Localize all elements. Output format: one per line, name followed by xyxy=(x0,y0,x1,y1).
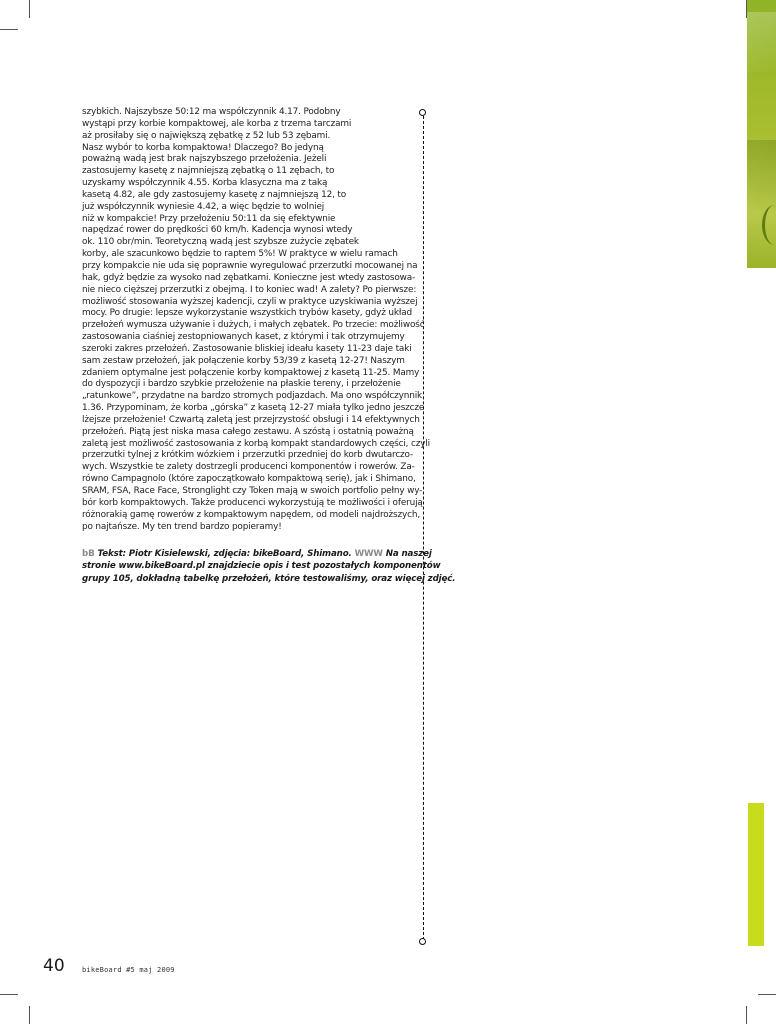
article-line: przy kompakcie nie uda się poprawnie wyregulować przerzutki mocowanej na xyxy=(82,260,418,271)
article-line: korby, ale szacunkowo będzie to raptem 5%! W praktyce w wielu ramach xyxy=(82,249,398,260)
publication-info: bikeBoard #5 maj 2009 xyxy=(82,966,175,974)
bikeboard-logo-mark: bB xyxy=(82,549,95,559)
article-line: ok. 110 obr/min. Teoretyczną wadą jest szybsze zużycie zębatek xyxy=(82,237,359,248)
article-line: po najtańsze. My ten trend bardzo popieramy! xyxy=(82,521,282,532)
article-line: aż prosiłaby się o największą zębatkę z 52 lub 53 zębami. xyxy=(82,130,331,141)
article-body xyxy=(82,107,430,533)
article-line: poważną wadą jest brak najszybszego przełożenia. Jeżeli xyxy=(82,154,327,165)
crop-mark xyxy=(29,1006,30,1024)
article-line: równo Campagnolo (które zapoczątkowało kompaktową serię), jak i Shimano, xyxy=(82,474,416,485)
article-line: możliwość stosowania wyższej kadencji, czyli w praktyce uzyskiwania wyższej xyxy=(82,296,418,307)
article-line: lżejsze przełożenie! Czwartą zaletą jest przejrzystość obsługi i 14 efektywnych xyxy=(82,414,420,425)
article-line: zastosujemy kasetę z najmniejszą zębatką o 11 zębach, to xyxy=(82,166,335,177)
article-line: wych. Wszystkie te zalety dostrzegli producenci komponentów i rowerów. Za- xyxy=(82,462,415,473)
article-line: szybkich. Najszybsze 50:12 ma współczynnik 4.17. Podobny xyxy=(82,107,341,117)
article-line: Nasz wybór to korba kompaktowa! Dlaczego? Bo jedyną xyxy=(82,142,324,153)
crop-mark xyxy=(0,29,18,30)
divider-cap-bottom xyxy=(419,938,426,945)
article-line: nie nieco cięższej przerzutki z obejmą. I to koniec wad! A zalety? Po pierwsze: xyxy=(82,284,417,295)
article-line: napędzać rower do prędkości 60 km/h. Kadencja wynosi wtedy xyxy=(82,225,353,236)
crop-mark xyxy=(746,1006,747,1024)
credit-authors: Tekst: Piotr Kisielewski, zdjęcia: bikeBoard, Shimano. xyxy=(97,549,352,559)
article-line: sam zestaw przełożeń, jak połączenie korby 53/39 z kasetą 12-27! Naszym xyxy=(82,355,405,366)
section-tab-marker xyxy=(748,803,764,946)
crop-mark xyxy=(0,994,18,995)
article-line: 1.36. Przypominam, że korba „górska” z kasetą 12-27 miała tylko jedno jeszcze xyxy=(82,403,425,414)
article-line: zastosowania ciaśniej zestopniowanych kaset, z którymi i tak otrzymujemy xyxy=(82,332,405,343)
article-line: kasetą 4.82, ale gdy zastosujemy kasetę z najmniejszą 12, to xyxy=(82,189,347,200)
www-label: WWW xyxy=(354,549,383,559)
article-line: różnorakią gamę rowerów z kompaktowym napędem, od modeli najdroższych, xyxy=(82,509,420,520)
article-line: hak, gdyż będzie za wysoko nad zębatkami. Konieczne jest wtedy zastosowa- xyxy=(82,272,416,283)
credit-tail: Na naszej xyxy=(385,549,432,559)
article-line: mocy. Po drugie: lepsze wykorzystanie wszystkich trybów kasety, gdyż układ xyxy=(82,308,412,319)
column-divider xyxy=(423,116,424,940)
article-credit xyxy=(82,548,456,585)
crop-mark xyxy=(758,994,776,995)
article-line: niż w kompakcie! Przy przełożeniu 50:11 da się efektywnie xyxy=(82,213,336,224)
article-line: do dyspozycji i bardzo szybkie przełożenie na płaskie tereny, i przełożenie xyxy=(82,379,401,390)
article-line: przerzutki tylnej z krótkim wózkiem i przerzutki przedniej do korb dwutarczo- xyxy=(82,450,414,461)
article-line: szeroki zakres przełożeń. Zastosowanie bliskiej ideału kasety 11-23 daje taki xyxy=(82,343,412,354)
article-line: bór korb kompaktowych. Także producenci wykorzystują te możliwości i oferują xyxy=(82,497,423,508)
credit-line: grupy 105, dokładną tabelkę przełożeń, które testowaliśmy, oraz więcej zdjęć. xyxy=(82,573,456,584)
article-line: już współczynnik wyniesie 4.42, a więc będzie to wolniej xyxy=(82,201,325,212)
article-line: „ratunkowe”, przydatne na bardzo stromych podjazdach. Ma ono współczynnik xyxy=(82,391,423,402)
crop-mark xyxy=(29,0,30,18)
article-line: wystąpi przy korbie kompaktowej, ale korba z trzema tarczami xyxy=(82,118,352,129)
page-number: 40 xyxy=(43,956,65,976)
credit-line: stronie www.bikeBoard.pl znajdziecie opis i test pozostałych komponentów xyxy=(82,561,441,572)
green-leaf-decoration xyxy=(747,0,776,268)
article-line: zdaniem optymalne jest połączenie korby kompaktowej z kasetą 11-25. Mamy xyxy=(82,367,420,378)
article-line: przełożeń wymusza używanie i dużych, i małych zębatek. Po trzecie: możliwość xyxy=(82,320,425,331)
article-line: zaletą jest możliwość zastosowania z korbą kompakt standardowych części, czyli xyxy=(82,438,430,449)
divider-cap-top xyxy=(419,109,426,116)
article-line: SRAM, FSA, Race Face, Stronglight czy Token mają w swoich portfolio pełny wy- xyxy=(82,486,423,496)
article-line: uzyskamy współczynnik 4.55. Korba klasyczna ma z taką xyxy=(82,178,328,189)
article-line: przełożeń. Piątą jest niska masa całego zestawu. A szóstą i ostatnią poważną xyxy=(82,426,414,437)
